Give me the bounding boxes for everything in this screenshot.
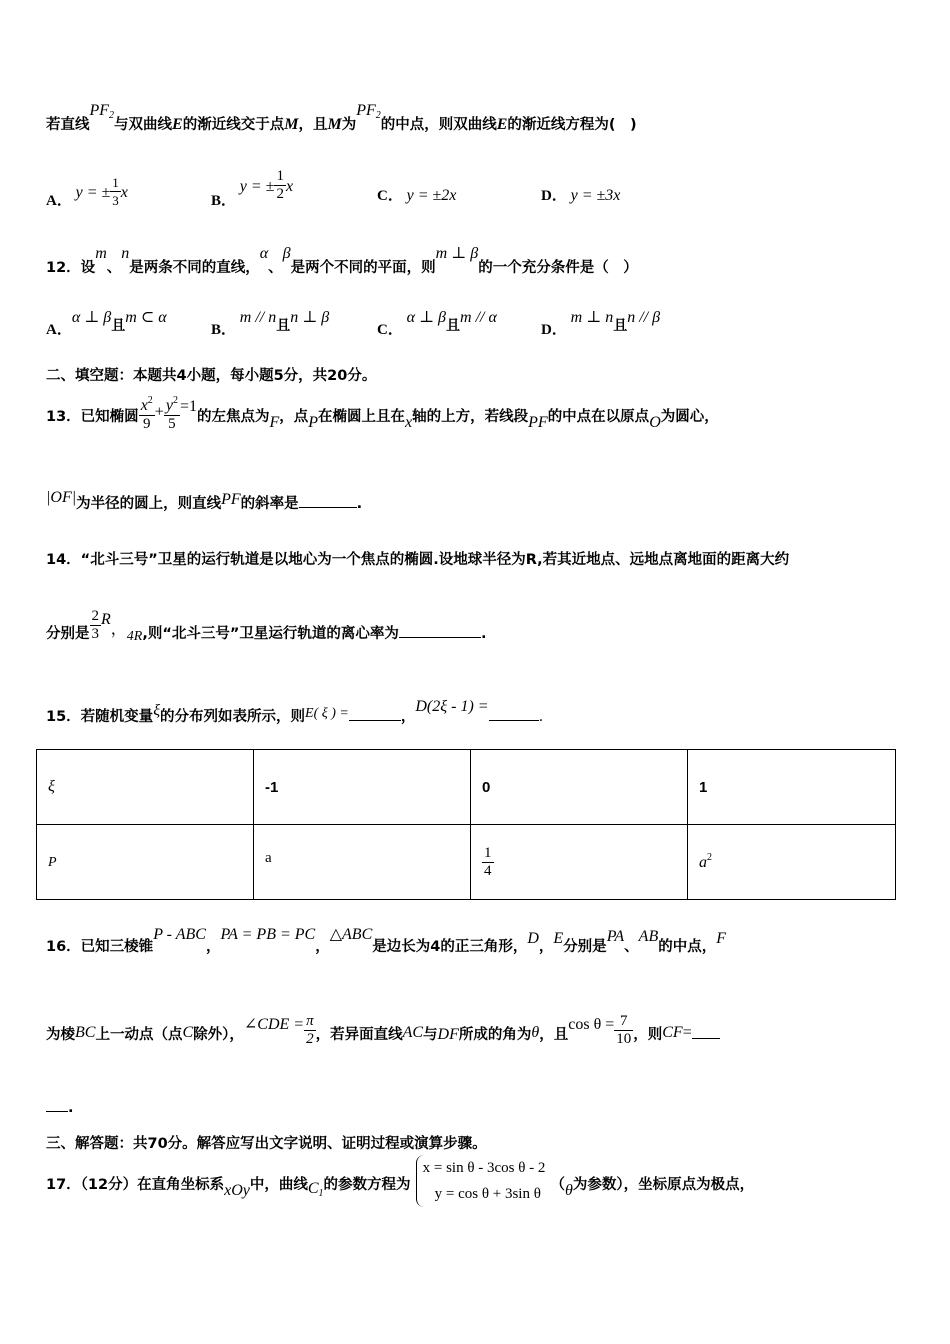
q13-line-1: 13．已知椭圆 $\frac{x^2}{9}$ + $\frac{y^2}{5}$ =1的左焦点为F，点P在椭圆上且在x轴的上方，若线段PF的中点在以原点O为圆心， [46, 392, 719, 433]
table-row [37, 750, 896, 825]
q12-option-b: B． m // n且n ⊥ β [211, 309, 330, 338]
q16-line-2: 为棱BC上一动点（点C除外），∠CDE = $\frac{\pi}{2}$ ，若异面直线AC与DF所成的角为θ，且cos θ = $\frac{7}{10}$ ，则CF= [46, 1013, 720, 1048]
q12-option-d: D． m ⊥ n且n // β [541, 309, 661, 338]
table-header-xi: ξ [37, 750, 254, 825]
q15-variance-blank[interactable] [489, 719, 539, 721]
q16-line-3: . [46, 1100, 74, 1116]
q13-answer-blank[interactable] [299, 506, 357, 508]
q14-line-2: 分别是 $\frac{2}{3}$ R，4R,则“北斗三号”卫星运行轨道的离心率为 . [46, 608, 487, 644]
distribution-table [36, 749, 896, 900]
q11-option-c: C． y = ±2x [377, 187, 457, 204]
table-cell: -1 [254, 750, 471, 825]
q17-stem: 17．（12分）在直角坐标系xOy中，曲线$C_1$的参数方程为 x = sin θ - 3cos θ - 2 y = cos θ + 3sin θ （θ为参数），坐标原点为极点， [46, 1155, 754, 1207]
table-header-p: P [37, 825, 254, 900]
q16-answer-blank[interactable] [692, 1037, 720, 1039]
q15-expectation-blank[interactable] [349, 719, 401, 721]
q13-line-2: |OF|为半径的圆上，则直线PF的斜率是 . [46, 489, 363, 512]
parametric-system: x = sin θ - 3cos θ - 2 y = cos θ + 3sin θ [416, 1155, 546, 1207]
table-row [37, 825, 896, 900]
q14-line-1: 14．“北斗三号”卫星的运行轨道是以地心为一个焦点的椭圆.设地球半径为R,若其近地点、远地点离地面的距离大约 [46, 552, 790, 568]
section-3-heading: 三、解答题：共70分。解答应写出文字说明、证明过程或演算步骤。 [46, 1136, 487, 1152]
q12-option-c: C． α ⊥ β且m // α [377, 309, 497, 338]
q16-answer-blank-cont[interactable] [46, 1110, 68, 1112]
section-2-heading: 二、填空题：本题共4小题，每小题5分，共20分。 [46, 368, 377, 384]
table-cell: $\frac{1}{4}$ [471, 825, 688, 900]
table-cell: 1 [688, 750, 896, 825]
table-cell: $a^2$ [688, 825, 896, 900]
q11-stem: 若直线$PF_2$与双曲线E的渐近线交于点M，且M为$PF_2$的中点，则双曲线E的渐近线方程为( ) [46, 102, 637, 133]
q11-option-b: B． y = ± $\frac{1}{2}$ x [211, 168, 294, 209]
table-cell: a [254, 825, 471, 900]
q11-option-d: D． y = ±3x [541, 187, 621, 204]
q12-option-a: A．α ⊥ β且m ⊂ α [46, 309, 167, 338]
q16-line-1: 16．已知三棱锥P - ABC，PA = PB = PC，△ABC是边长为4的正三角形，D，E分别是PA、AB的中点，F [46, 926, 726, 955]
q14-answer-blank[interactable] [399, 636, 481, 638]
pf2-symbol-2: $PF_2$ [356, 102, 381, 121]
pf2-symbol: $PF_2$ [89, 102, 115, 121]
table-cell: 0 [471, 750, 688, 825]
q12-stem: 12．设m、n是两条不同的直线，α、β是两个不同的平面，则m ⊥ β的一个充分条件是（ ） [46, 245, 638, 276]
q15-stem: 15．若随机变量ξ的分布列如表所示，则E( ξ ) = ，D(2ξ - 1) =. [46, 698, 544, 725]
q11-option-a: A． y = ± $\frac{1}{3}$ x [46, 175, 128, 209]
